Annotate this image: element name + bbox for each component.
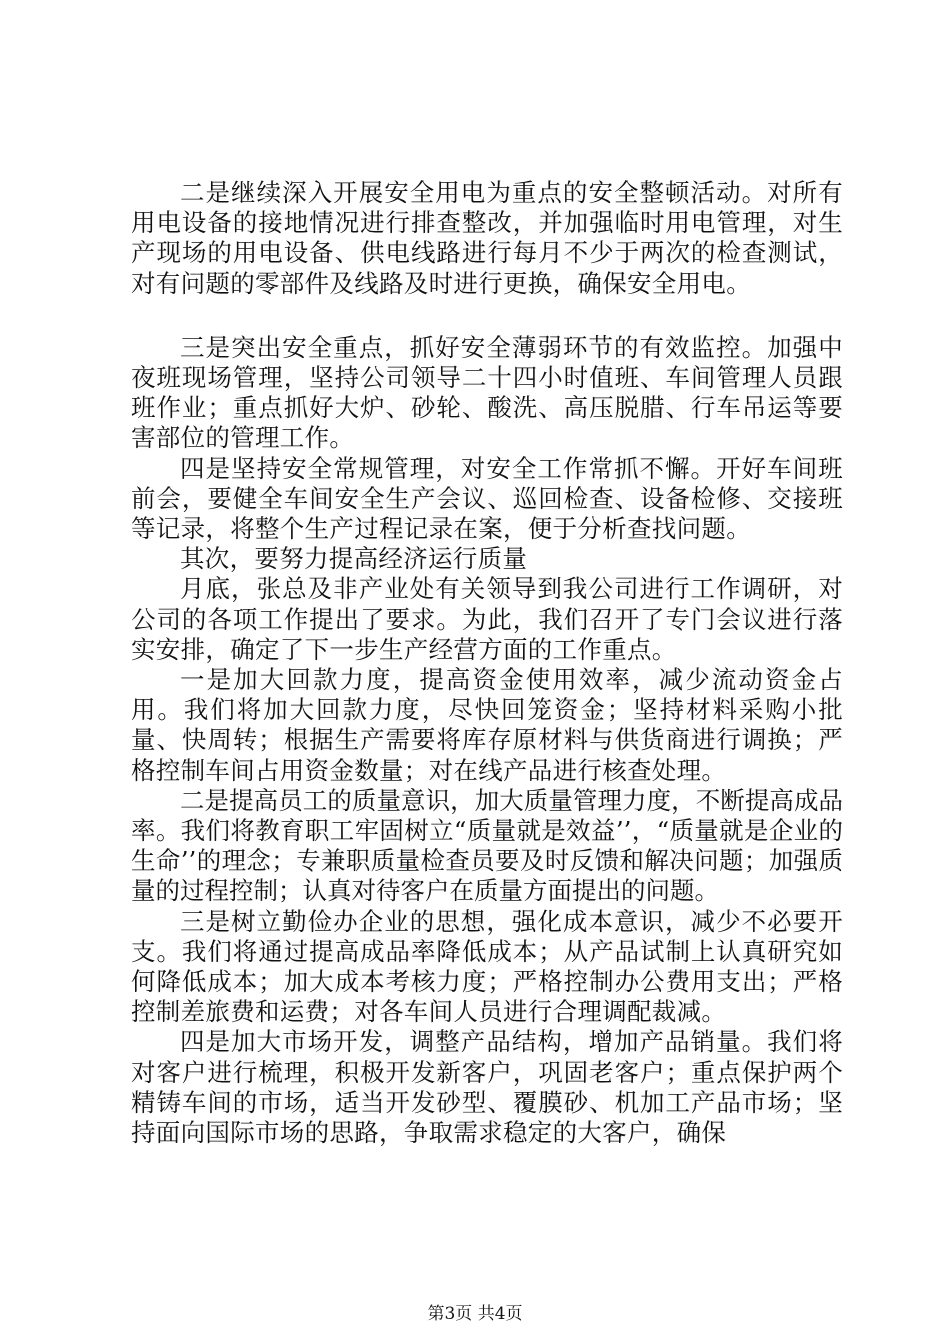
paragraph-safety-focus: 三是突出安全重点，抓好安全薄弱环节的有效监控。加强中夜班现场管理，坚持公司领导二十四小时值班、车间管理人员跟班作业；重点抓好大炉、砂轮、酸洗、高压脱腊、行车吊运等要害部位的管理工作。 xyxy=(131,332,843,453)
document-body xyxy=(131,178,843,1148)
paragraph-market-development: 四是加大市场开发，调整产品结构，增加产品销量。我们将对客户进行梳理，积极开发新客户，巩固老客户；重点保护两个精铸车间的市场，适当开发砂型、覆膜砂、机加工产品市场；坚持面向国际市场的思路，争取需求稳定的大客户，确保 xyxy=(131,1027,843,1148)
paragraph-quality-awareness: 二是提高员工的质量意识，加大质量管理力度，不断提高成品率。我们将教育职工牢固树立“质量就是效益’’，“质量就是企业的生命’’的理念；专兼职质量检查员要及时反馈和解决问题；加强质量的过程控制；认真对待客户在质量方面提出的问题。 xyxy=(131,785,843,906)
paragraph-research-visit: 月底，张总及非产业处有关领导到我公司进行工作调研，对公司的各项工作提出了要求。为此，我们召开了专门会议进行落实安排，确定了下一步生产经营方面的工作重点。 xyxy=(131,574,843,664)
paragraph-heading-economic-quality: 其次，要努力提高经济运行质量 xyxy=(180,544,528,574)
paragraph-routine-management: 四是坚持安全常规管理，对安全工作常抓不懈。开好车间班前会，要健全车间安全生产会议、巡回检查、设备检修、交接班等记录，将整个生产过程记录在案，便于分析查找问题。 xyxy=(131,453,843,544)
paragraph-fund-recovery: 一是加大回款力度，提高资金使用效率，减少流动资金占用。我们将加大回款力度，尽快回笼资金；坚持材料采购小批量、快周转；根据生产需要将库存原材料与供货商进行调换；严格控制车间占用资金数量；对在线产品进行核查处理。 xyxy=(131,665,843,785)
page-number-footer: 第3页 共4页 xyxy=(427,1304,523,1324)
paragraph-cost-control: 三是树立勤俭办企业的思想，强化成本意识，减少不必要开支。我们将通过提高成品率降低成本；从产品试制上认真研究如何降低成本；加大成本考核力度；严格控制办公费用支出；严格控制差旅费和运费；对各车间人员进行合理调配裁减。 xyxy=(131,906,843,1027)
paragraph-electrical-safety: 二是继续深入开展安全用电为重点的安全整顿活动。对所有用电设备的接地情况进行排查整改，并加强临时用电管理，对生产现场的用电设备、供电线路进行每月不少于两次的检查测试，对有问题的零部件及线路及时进行更换，确保安全用电。 xyxy=(131,178,843,298)
